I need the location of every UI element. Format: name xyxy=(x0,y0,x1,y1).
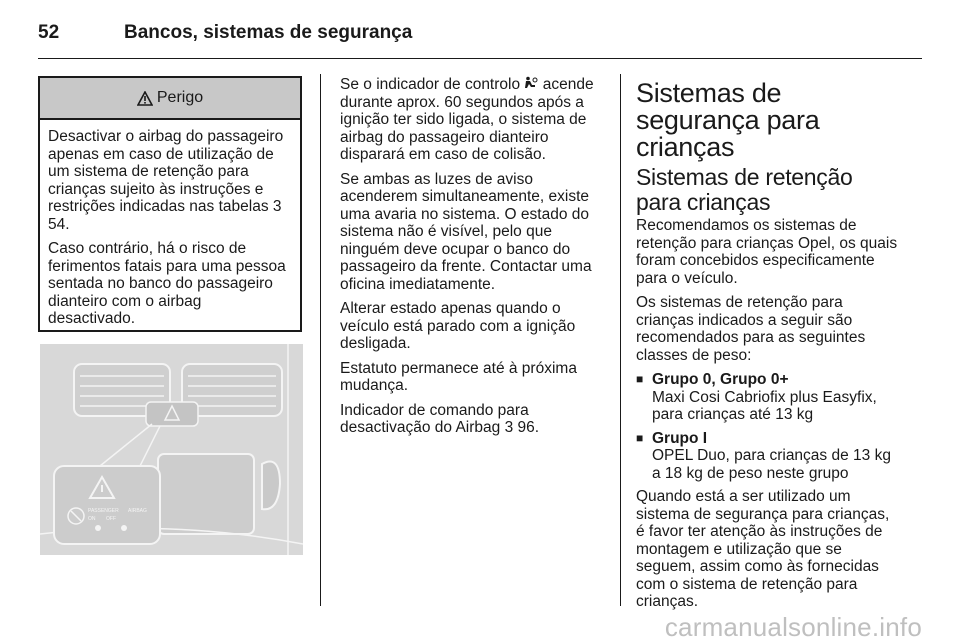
middle-paragraph: Estatuto permanece até à próxima mudança. xyxy=(340,359,577,394)
group-item xyxy=(636,430,902,483)
middle-paragraph: Alterar estado apenas quando o veículo está parado com a ignição desligada. xyxy=(340,300,576,352)
airbag-off-icon xyxy=(524,76,538,90)
group-desc: Maxi Cosi Cabriofix plus Easyfix, para crianças até 13 kg xyxy=(652,388,877,423)
panel-label-on: ON xyxy=(88,516,96,522)
section-title: Sistemas de segurança para crianças xyxy=(636,78,820,162)
subsection-title: Sistemas de retenção para crianças xyxy=(636,164,853,215)
danger-title: Perigo xyxy=(156,89,204,106)
danger-box xyxy=(38,76,302,332)
panel-label-off: OFF xyxy=(106,516,116,522)
danger-paragraph: Caso contrário, há o risco de ferimentos fatais para uma pessoa sentada no banco do passageiro dianteiro com o airbag desactivado. xyxy=(48,240,286,327)
danger-paragraph: Desactivar o airbag do passageiro apenas em caso de utilização de um sistema de retenção para crianças sujeito às instruções e restrições indicadas nas tabelas 3 54. xyxy=(48,128,284,233)
group-title: ■ Grupo I xyxy=(636,430,902,448)
indicator-text-end: acende durante aprox. 60 segundos após a ignição ter sido ligada, o sistema de airbag do passageiro dianteiro disparará em caso de colisão. xyxy=(340,76,594,163)
column-divider-1 xyxy=(320,74,321,606)
right-paragraph: Recomendamos os sistemas de retenção para crianças Opel, os quais foram concebidos especificamente para o veículo. xyxy=(636,217,898,287)
middle-paragraph: Se ambas as luzes de aviso acenderem simultaneamente, existe uma avaria no sistema. O estado do sistema não é visível, pelo que ninguém deve ocupar o banco do passageiro da frente. Contactar uma oficina imediatamente. xyxy=(340,170,592,293)
header-rule xyxy=(38,58,922,59)
group-desc: OPEL Duo, para crianças de 13 kg a 18 kg de peso neste grupo xyxy=(652,447,891,482)
panel-label-airbag: AIRBAG xyxy=(128,508,147,514)
warning-triangle-icon xyxy=(137,91,153,106)
dashboard-illustration xyxy=(40,344,303,555)
right-paragraph: Quando está a ser utilizado um sistema de segurança para crianças, é favor ter atenção às instruções de montagem e utilização que se seguem, assim como às fornecidas com o sistema de retenção para crianças. xyxy=(636,488,890,610)
page-title: Bancos, sistemas de segurança xyxy=(124,22,413,43)
middle-column xyxy=(340,76,610,444)
column-divider-2 xyxy=(620,74,621,606)
middle-paragraph-indicator xyxy=(340,76,610,164)
page-number: 52 xyxy=(38,22,60,43)
panel-label-passenger: PASSENGER xyxy=(88,508,119,514)
watermark: carmanualsonline.info xyxy=(664,612,922,642)
group-item xyxy=(636,371,902,424)
danger-box-body xyxy=(40,120,300,328)
indicator-text-start: Se o indicador de controlo xyxy=(340,76,521,93)
group-title: ■ Grupo 0, Grupo 0+ xyxy=(636,371,902,389)
right-column xyxy=(636,80,902,618)
right-paragraph: Os sistemas de retenção para crianças indicados a seguir são recomendados para as seguintes classes de peso: xyxy=(636,294,866,364)
dashboard-drawing xyxy=(40,344,303,555)
middle-paragraph: Indicador de comando para desactivação do Airbag 3 96. xyxy=(340,401,540,436)
danger-box-header xyxy=(40,78,300,120)
page-header xyxy=(38,22,412,44)
